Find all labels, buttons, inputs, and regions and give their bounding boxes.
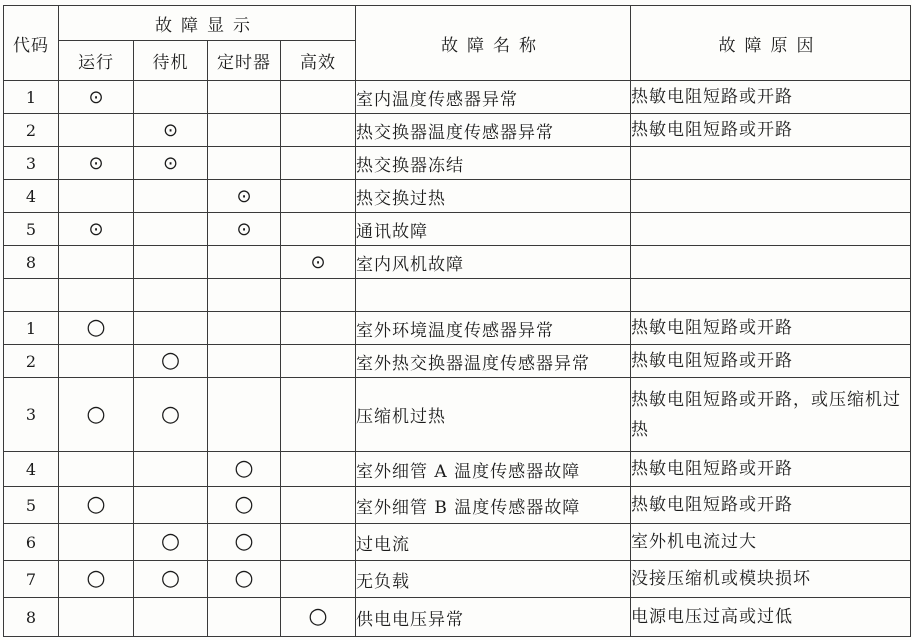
standby-indicator-cell [134,312,208,345]
standby-indicator-cell [134,561,208,598]
code-cell [4,452,59,487]
fault-code: 7 [25,569,37,589]
standby-indicator-cell [134,147,208,180]
fault-name-cell [356,213,631,246]
fault-name: 通讯故障 [356,221,428,242]
fault-name-cell [356,147,631,180]
run-indicator-cell [59,378,134,452]
table-row [4,312,911,345]
fault-name-cell [356,345,631,378]
table-row [4,524,911,561]
fault-name-cell [356,378,631,452]
standby-indicator-cell [134,487,208,524]
standby-indicator-cell [134,524,208,561]
open-circle-icon: ○ [86,566,106,591]
circled-dot-icon: ⊙ [236,185,252,207]
fault-code: 4 [25,186,37,206]
fault-cause: 热敏电阻短路或开路 [631,120,793,140]
high-efficiency-indicator-cell [281,213,356,246]
table-row [4,147,911,180]
fault-cause: 热敏电阻短路或开路 [631,318,793,338]
circled-dot-icon: ⊙ [236,218,252,240]
table-row [4,598,911,637]
timer-indicator-cell [208,378,281,452]
fault-cause-cell [631,213,911,246]
table-row [4,246,911,279]
high-efficiency-indicator-cell [281,561,356,598]
open-circle-icon: ○ [160,348,181,373]
table-row [4,452,911,487]
high-efficiency-indicator-cell [281,180,356,213]
timer-indicator-cell [208,81,281,114]
table-row [4,345,911,378]
open-circle-icon: ○ [86,492,106,517]
timer-indicator-cell [208,147,281,180]
fault-name-cell [356,452,631,487]
fault-cause-cell [631,279,911,312]
circled-dot-icon: ⊙ [162,152,179,174]
fault-name-cell [356,81,631,114]
high-efficiency-indicator-cell [281,114,356,147]
standby-indicator-cell [134,246,208,279]
fault-cause-cell [631,345,911,378]
fault-name: 室外细管 A 温度传感器故障 [356,461,581,482]
circled-dot-icon: ⊙ [88,218,104,240]
fault-cause-cell [631,147,911,180]
fault-name-cell [356,561,631,598]
run-indicator-cell [59,180,134,213]
fault-cause-cell [631,378,911,452]
fault-code: 5 [25,495,37,515]
fault-name-cell [356,246,631,279]
code-cell [4,378,59,452]
timer-indicator-cell [208,180,281,213]
header-display-group: 故障显示 [59,6,356,41]
code-cell [4,598,59,637]
high-efficiency-indicator-cell [281,487,356,524]
timer-indicator-cell [208,598,281,637]
header-high-efficiency: 高效 [281,41,356,81]
fault-cause-cell [631,312,911,345]
open-circle-icon: ○ [234,456,254,481]
fault-name: 室内风机故障 [356,254,464,275]
table-body [4,81,911,637]
run-indicator-cell [59,246,134,279]
code-cell [4,147,59,180]
fault-name-cell [356,312,631,345]
circled-dot-icon: ⊙ [88,86,104,108]
timer-indicator-cell [208,345,281,378]
run-indicator-cell [59,345,134,378]
header-row [4,6,911,41]
fault-code: 8 [25,607,37,627]
fault-code: 1 [25,318,37,338]
timer-indicator-cell [208,561,281,598]
standby-indicator-cell [134,345,208,378]
open-circle-icon: ○ [160,566,181,591]
fault-name: 热交换器冻结 [356,155,464,176]
run-indicator-cell [59,213,134,246]
fault-cause: 热敏电阻短路或开路 [631,87,793,107]
fault-cause: 没接压缩机或模块损坏 [631,569,811,589]
run-indicator-cell [59,561,134,598]
fault-name-cell [356,524,631,561]
table-row [4,114,911,147]
timer-indicator-cell [208,279,281,312]
standby-indicator-cell [134,81,208,114]
table-row [4,487,911,524]
table-row [4,180,911,213]
table-row [4,561,911,598]
table-row [4,81,911,114]
fault-name: 热交换器温度传感器异常 [356,122,554,143]
run-indicator-cell [59,598,134,637]
fault-name-cell [356,114,631,147]
fault-code: 4 [25,459,37,479]
open-circle-icon: ○ [234,529,254,554]
circled-dot-icon: ⊙ [88,152,104,174]
high-efficiency-indicator-cell [281,279,356,312]
high-efficiency-indicator-cell [281,345,356,378]
code-cell [4,81,59,114]
run-indicator-cell [59,114,134,147]
fault-name: 室外细管 B 温度传感器故障 [356,497,581,518]
fault-cause-cell [631,598,911,637]
fault-name-cell [356,487,631,524]
high-efficiency-indicator-cell [281,378,356,452]
fault-cause-cell [631,114,911,147]
run-indicator-cell [59,147,134,180]
standby-indicator-cell [134,114,208,147]
fault-name: 压缩机过热 [356,407,446,427]
open-circle-icon: ○ [160,401,181,427]
standby-indicator-cell [134,279,208,312]
standby-indicator-cell [134,180,208,213]
header-standby: 待机 [134,41,208,81]
timer-indicator-cell [208,114,281,147]
fault-name: 室外热交换器温度传感器异常 [356,353,590,374]
timer-indicator-cell [208,487,281,524]
fault-name-cell [356,180,631,213]
fault-cause: 电源电压过高或过低 [631,607,793,627]
standby-indicator-cell [134,598,208,637]
high-efficiency-indicator-cell [281,147,356,180]
fault-code: 5 [25,219,37,239]
standby-indicator-cell [134,378,208,452]
code-cell [4,246,59,279]
fault-cause: 热敏电阻短路或开路 [631,459,793,479]
header-run: 运行 [59,41,134,81]
timer-indicator-cell [208,312,281,345]
timer-indicator-cell [208,524,281,561]
high-efficiency-indicator-cell [281,246,356,279]
table-header [4,6,911,81]
timer-indicator-cell [208,246,281,279]
table-row [4,378,911,452]
code-cell [4,213,59,246]
fault-name: 无负载 [356,571,410,592]
code-cell [4,487,59,524]
high-efficiency-indicator-cell [281,598,356,637]
fault-cause-cell [631,487,911,524]
open-circle-icon: ○ [234,566,254,591]
standby-indicator-cell [134,452,208,487]
fault-code: 2 [25,120,37,140]
circled-dot-icon: ⊙ [310,251,326,273]
fault-name: 供电电压异常 [356,609,464,630]
high-efficiency-indicator-cell [281,524,356,561]
run-indicator-cell [59,452,134,487]
fault-cause-cell [631,452,911,487]
fault-cause-cell [631,246,911,279]
code-cell [4,561,59,598]
spacer-row [4,279,911,312]
header-fault-name: 故障名称 [356,6,631,81]
open-circle-icon: ○ [308,604,328,629]
run-indicator-cell [59,524,134,561]
fault-cause: 热敏电阻短路或开路 [631,351,793,371]
code-cell [4,524,59,561]
high-efficiency-indicator-cell [281,452,356,487]
fault-code: 2 [25,351,37,371]
fault-cause: 室外机电流过大 [631,532,757,552]
circled-dot-icon: ⊙ [162,119,179,141]
fault-cause-cell [631,180,911,213]
timer-indicator-cell [208,452,281,487]
fault-code: 3 [25,405,37,424]
timer-indicator-cell [208,213,281,246]
fault-code: 8 [25,252,37,272]
fault-name: 过电流 [356,534,410,555]
open-circle-icon: ○ [86,401,106,427]
fault-name: 热交换过热 [356,188,446,209]
run-indicator-cell [59,81,134,114]
standby-indicator-cell [134,213,208,246]
fault-cause-cell [631,561,911,598]
high-efficiency-indicator-cell [281,81,356,114]
fault-name-cell [356,598,631,637]
code-cell [4,345,59,378]
open-circle-icon: ○ [86,315,106,340]
run-indicator-cell [59,279,134,312]
fault-cause: 热敏电阻短路或开路 [631,495,793,515]
fault-code: 3 [25,153,37,173]
code-cell [4,312,59,345]
fault-name-cell [356,279,631,312]
open-circle-icon: ○ [234,492,254,517]
fault-code-table [3,5,911,637]
table-row [4,213,911,246]
fault-cause-cell [631,524,911,561]
fault-code: 1 [25,87,37,107]
high-efficiency-indicator-cell [281,312,356,345]
header-code: 代码 [4,6,59,81]
fault-name: 室外环境温度传感器异常 [356,320,554,341]
fault-code: 6 [25,532,37,552]
code-cell [4,114,59,147]
header-fault-cause: 故障原因 [631,6,911,81]
run-indicator-cell [59,487,134,524]
header-timer: 定时器 [208,41,281,81]
open-circle-icon: ○ [160,529,181,554]
run-indicator-cell [59,312,134,345]
code-cell [4,180,59,213]
fault-cause-cell [631,81,911,114]
fault-cause: 热敏电阻短路或开路，或压缩机过热 [631,389,901,440]
code-cell [4,279,59,312]
fault-name: 室内温度传感器异常 [356,89,518,110]
